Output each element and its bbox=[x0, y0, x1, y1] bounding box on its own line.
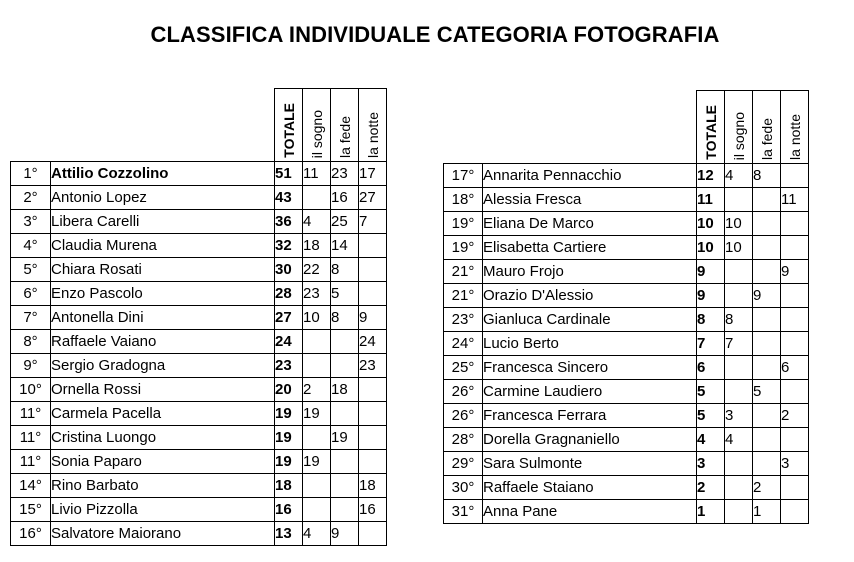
rank-cell: 11° bbox=[11, 402, 51, 426]
header-la-fede-label: la fede bbox=[336, 115, 353, 158]
table-row bbox=[11, 186, 387, 210]
header-la-fede-label: la fede bbox=[758, 117, 775, 160]
la-fede-cell bbox=[331, 354, 359, 378]
il-sogno-cell: 4 bbox=[303, 522, 331, 546]
name-cell: Cristina Luongo bbox=[51, 426, 275, 450]
header-totale bbox=[275, 89, 303, 162]
total-cell: 6 bbox=[697, 356, 725, 380]
name-cell: Raffaele Vaiano bbox=[51, 330, 275, 354]
table-row bbox=[11, 306, 387, 330]
la-fede-cell: 19 bbox=[331, 426, 359, 450]
il-sogno-cell: 3 bbox=[725, 404, 753, 428]
rank-cell: 11° bbox=[11, 426, 51, 450]
rank-cell: 3° bbox=[11, 210, 51, 234]
name-cell: Sonia Paparo bbox=[51, 450, 275, 474]
rank-cell: 21° bbox=[444, 284, 483, 308]
total-cell: 30 bbox=[275, 258, 303, 282]
la-notte-cell bbox=[359, 282, 387, 306]
rank-cell: 26° bbox=[444, 380, 483, 404]
il-sogno-cell bbox=[725, 452, 753, 476]
total-cell: 9 bbox=[697, 260, 725, 284]
header-spacer bbox=[444, 91, 697, 164]
rank-cell: 28° bbox=[444, 428, 483, 452]
la-fede-cell: 14 bbox=[331, 234, 359, 258]
name-cell: Carmine Laudiero bbox=[483, 380, 697, 404]
il-sogno-cell: 2 bbox=[303, 378, 331, 402]
total-cell: 10 bbox=[697, 236, 725, 260]
la-notte-cell bbox=[781, 284, 809, 308]
total-cell: 19 bbox=[275, 402, 303, 426]
la-notte-cell bbox=[781, 476, 809, 500]
la-notte-cell bbox=[359, 258, 387, 282]
name-cell: Salvatore Maiorano bbox=[51, 522, 275, 546]
name-cell: Attilio Cozzolino bbox=[51, 162, 275, 186]
left-table-body bbox=[11, 162, 387, 546]
il-sogno-cell: 10 bbox=[725, 236, 753, 260]
table-row bbox=[11, 378, 387, 402]
table-row bbox=[444, 308, 809, 332]
il-sogno-cell bbox=[303, 330, 331, 354]
header-il-sogno-label: il sogno bbox=[308, 109, 325, 158]
rank-cell: 23° bbox=[444, 308, 483, 332]
la-fede-cell bbox=[753, 236, 781, 260]
la-fede-cell bbox=[753, 260, 781, 284]
il-sogno-cell bbox=[303, 474, 331, 498]
table-row bbox=[444, 500, 809, 524]
la-fede-cell: 5 bbox=[331, 282, 359, 306]
name-cell: Lucio Berto bbox=[483, 332, 697, 356]
table-row bbox=[11, 498, 387, 522]
total-cell: 2 bbox=[697, 476, 725, 500]
name-cell: Claudia Murena bbox=[51, 234, 275, 258]
la-fede-cell bbox=[331, 450, 359, 474]
il-sogno-cell: 19 bbox=[303, 450, 331, 474]
il-sogno-cell bbox=[725, 188, 753, 212]
rank-cell: 26° bbox=[444, 404, 483, 428]
total-cell: 5 bbox=[697, 380, 725, 404]
table-row bbox=[444, 452, 809, 476]
name-cell: Raffaele Staiano bbox=[483, 476, 697, 500]
header-il-sogno bbox=[725, 91, 753, 164]
total-cell: 12 bbox=[697, 164, 725, 188]
la-notte-cell bbox=[781, 212, 809, 236]
la-fede-cell: 8 bbox=[331, 258, 359, 282]
il-sogno-cell: 19 bbox=[303, 402, 331, 426]
name-cell: Libera Carelli bbox=[51, 210, 275, 234]
name-cell: Dorella Gragnaniello bbox=[483, 428, 697, 452]
header-la-fede bbox=[753, 91, 781, 164]
la-notte-cell: 17 bbox=[359, 162, 387, 186]
total-cell: 32 bbox=[275, 234, 303, 258]
name-cell: Alessia Fresca bbox=[483, 188, 697, 212]
header-la-notte bbox=[359, 89, 387, 162]
la-fede-cell bbox=[753, 308, 781, 332]
table-row bbox=[444, 260, 809, 284]
rank-cell: 15° bbox=[11, 498, 51, 522]
total-cell: 23 bbox=[275, 354, 303, 378]
total-cell: 3 bbox=[697, 452, 725, 476]
rank-cell: 5° bbox=[11, 258, 51, 282]
name-cell: Antonio Lopez bbox=[51, 186, 275, 210]
name-cell: Ornella Rossi bbox=[51, 378, 275, 402]
table-row bbox=[444, 476, 809, 500]
il-sogno-cell bbox=[725, 356, 753, 380]
header-la-fede bbox=[331, 89, 359, 162]
name-cell: Eliana De Marco bbox=[483, 212, 697, 236]
total-cell: 20 bbox=[275, 378, 303, 402]
table-row bbox=[444, 284, 809, 308]
la-notte-cell: 16 bbox=[359, 498, 387, 522]
table-row bbox=[11, 210, 387, 234]
la-fede-cell: 5 bbox=[753, 380, 781, 404]
name-cell: Rino Barbato bbox=[51, 474, 275, 498]
name-cell: Orazio D'Alessio bbox=[483, 284, 697, 308]
header-totale-label: TOTALE bbox=[702, 105, 719, 160]
total-cell: 11 bbox=[697, 188, 725, 212]
table-row bbox=[444, 404, 809, 428]
la-notte-cell: 18 bbox=[359, 474, 387, 498]
total-cell: 4 bbox=[697, 428, 725, 452]
la-fede-cell: 8 bbox=[753, 164, 781, 188]
la-fede-cell: 25 bbox=[331, 210, 359, 234]
name-cell: Enzo Pascolo bbox=[51, 282, 275, 306]
la-fede-cell: 23 bbox=[331, 162, 359, 186]
la-fede-cell bbox=[753, 452, 781, 476]
header-il-sogno-label: il sogno bbox=[730, 111, 747, 160]
header-spacer bbox=[11, 89, 275, 162]
rank-cell: 29° bbox=[444, 452, 483, 476]
name-cell: Mauro Frojo bbox=[483, 260, 697, 284]
total-cell: 16 bbox=[275, 498, 303, 522]
total-cell: 8 bbox=[697, 308, 725, 332]
il-sogno-cell bbox=[303, 426, 331, 450]
la-fede-cell: 1 bbox=[753, 500, 781, 524]
la-notte-cell: 7 bbox=[359, 210, 387, 234]
il-sogno-cell: 4 bbox=[725, 164, 753, 188]
table-row bbox=[444, 164, 809, 188]
la-notte-cell bbox=[781, 308, 809, 332]
la-notte-cell bbox=[781, 164, 809, 188]
header-totale-label: TOTALE bbox=[280, 103, 297, 158]
table-row bbox=[11, 282, 387, 306]
header-la-notte-label: la notte bbox=[364, 112, 381, 158]
total-cell: 7 bbox=[697, 332, 725, 356]
la-fede-cell: 2 bbox=[753, 476, 781, 500]
la-notte-cell: 27 bbox=[359, 186, 387, 210]
header-totale bbox=[697, 91, 725, 164]
name-cell: Anna Pane bbox=[483, 500, 697, 524]
rank-cell: 10° bbox=[11, 378, 51, 402]
table-row bbox=[11, 234, 387, 258]
il-sogno-cell bbox=[725, 260, 753, 284]
rank-cell: 9° bbox=[11, 354, 51, 378]
la-fede-cell bbox=[753, 188, 781, 212]
rank-cell: 25° bbox=[444, 356, 483, 380]
la-notte-cell bbox=[359, 378, 387, 402]
la-notte-cell bbox=[359, 402, 387, 426]
la-notte-cell bbox=[781, 500, 809, 524]
rank-cell: 18° bbox=[444, 188, 483, 212]
total-cell: 43 bbox=[275, 186, 303, 210]
rank-cell: 7° bbox=[11, 306, 51, 330]
table-row bbox=[11, 450, 387, 474]
il-sogno-cell bbox=[725, 380, 753, 404]
total-cell: 19 bbox=[275, 426, 303, 450]
table-row bbox=[11, 522, 387, 546]
table-row bbox=[11, 258, 387, 282]
header-row bbox=[444, 91, 809, 164]
total-cell: 24 bbox=[275, 330, 303, 354]
rank-cell: 17° bbox=[444, 164, 483, 188]
il-sogno-cell bbox=[725, 476, 753, 500]
rank-cell: 8° bbox=[11, 330, 51, 354]
rank-cell: 1° bbox=[11, 162, 51, 186]
rank-cell: 31° bbox=[444, 500, 483, 524]
table-row bbox=[444, 212, 809, 236]
il-sogno-cell bbox=[303, 354, 331, 378]
table-row bbox=[444, 428, 809, 452]
la-notte-cell: 9 bbox=[781, 260, 809, 284]
header-row bbox=[11, 89, 387, 162]
la-fede-cell bbox=[753, 212, 781, 236]
page-title: CLASSIFICA INDIVIDUALE CATEGORIA FOTOGRAFIA bbox=[150, 22, 720, 47]
rank-cell: 16° bbox=[11, 522, 51, 546]
total-cell: 13 bbox=[275, 522, 303, 546]
il-sogno-cell: 4 bbox=[303, 210, 331, 234]
table-row bbox=[444, 236, 809, 260]
la-fede-cell: 16 bbox=[331, 186, 359, 210]
total-cell: 10 bbox=[697, 212, 725, 236]
la-notte-cell bbox=[359, 450, 387, 474]
il-sogno-cell: 22 bbox=[303, 258, 331, 282]
il-sogno-cell bbox=[303, 498, 331, 522]
la-notte-cell bbox=[781, 332, 809, 356]
il-sogno-cell: 10 bbox=[303, 306, 331, 330]
la-fede-cell: 8 bbox=[331, 306, 359, 330]
la-notte-cell: 3 bbox=[781, 452, 809, 476]
rank-cell: 24° bbox=[444, 332, 483, 356]
header-la-notte-label: la notte bbox=[786, 114, 803, 160]
table-row bbox=[11, 474, 387, 498]
right-table-body bbox=[444, 164, 809, 524]
name-cell: Francesca Ferrara bbox=[483, 404, 697, 428]
il-sogno-cell: 18 bbox=[303, 234, 331, 258]
name-cell: Elisabetta Cartiere bbox=[483, 236, 697, 260]
table-row bbox=[11, 354, 387, 378]
name-cell: Antonella Dini bbox=[51, 306, 275, 330]
rank-cell: 21° bbox=[444, 260, 483, 284]
rank-cell: 14° bbox=[11, 474, 51, 498]
rank-cell: 2° bbox=[11, 186, 51, 210]
table-row bbox=[444, 356, 809, 380]
name-cell: Annarita Pennacchio bbox=[483, 164, 697, 188]
table-row bbox=[444, 332, 809, 356]
name-cell: Chiara Rosati bbox=[51, 258, 275, 282]
total-cell: 5 bbox=[697, 404, 725, 428]
total-cell: 19 bbox=[275, 450, 303, 474]
name-cell: Sergio Gradogna bbox=[51, 354, 275, 378]
la-fede-cell bbox=[331, 402, 359, 426]
table-row bbox=[11, 426, 387, 450]
la-fede-cell: 18 bbox=[331, 378, 359, 402]
la-notte-cell bbox=[359, 522, 387, 546]
header-la-notte bbox=[781, 91, 809, 164]
rank-cell: 6° bbox=[11, 282, 51, 306]
table-row bbox=[444, 380, 809, 404]
total-cell: 1 bbox=[697, 500, 725, 524]
name-cell: Sara Sulmonte bbox=[483, 452, 697, 476]
table-row bbox=[11, 402, 387, 426]
total-cell: 28 bbox=[275, 282, 303, 306]
la-notte-cell: 24 bbox=[359, 330, 387, 354]
la-notte-cell: 23 bbox=[359, 354, 387, 378]
table-row bbox=[11, 162, 387, 186]
total-cell: 51 bbox=[275, 162, 303, 186]
total-cell: 9 bbox=[697, 284, 725, 308]
la-notte-cell bbox=[781, 236, 809, 260]
il-sogno-cell: 8 bbox=[725, 308, 753, 332]
la-fede-cell bbox=[331, 330, 359, 354]
table-row bbox=[11, 330, 387, 354]
rank-cell: 11° bbox=[11, 450, 51, 474]
name-cell: Carmela Pacella bbox=[51, 402, 275, 426]
ranking-table-right bbox=[443, 90, 809, 524]
la-notte-cell: 9 bbox=[359, 306, 387, 330]
il-sogno-cell: 11 bbox=[303, 162, 331, 186]
la-fede-cell: 9 bbox=[331, 522, 359, 546]
il-sogno-cell bbox=[725, 284, 753, 308]
ranking-table-left bbox=[10, 88, 387, 546]
table-row bbox=[444, 188, 809, 212]
header-il-sogno bbox=[303, 89, 331, 162]
la-notte-cell bbox=[781, 428, 809, 452]
name-cell: Livio Pizzolla bbox=[51, 498, 275, 522]
name-cell: Gianluca Cardinale bbox=[483, 308, 697, 332]
il-sogno-cell: 23 bbox=[303, 282, 331, 306]
total-cell: 27 bbox=[275, 306, 303, 330]
total-cell: 18 bbox=[275, 474, 303, 498]
rank-cell: 19° bbox=[444, 236, 483, 260]
la-fede-cell bbox=[753, 428, 781, 452]
la-fede-cell bbox=[331, 498, 359, 522]
il-sogno-cell bbox=[725, 500, 753, 524]
la-notte-cell bbox=[359, 426, 387, 450]
total-cell: 36 bbox=[275, 210, 303, 234]
la-fede-cell bbox=[753, 404, 781, 428]
rank-cell: 19° bbox=[444, 212, 483, 236]
rank-cell: 4° bbox=[11, 234, 51, 258]
name-cell: Francesca Sincero bbox=[483, 356, 697, 380]
la-notte-cell: 6 bbox=[781, 356, 809, 380]
la-notte-cell bbox=[781, 380, 809, 404]
il-sogno-cell bbox=[303, 186, 331, 210]
il-sogno-cell: 10 bbox=[725, 212, 753, 236]
la-notte-cell: 11 bbox=[781, 188, 809, 212]
la-fede-cell bbox=[331, 474, 359, 498]
la-fede-cell bbox=[753, 356, 781, 380]
la-notte-cell bbox=[359, 234, 387, 258]
il-sogno-cell: 7 bbox=[725, 332, 753, 356]
rank-cell: 30° bbox=[444, 476, 483, 500]
la-fede-cell bbox=[753, 332, 781, 356]
la-notte-cell: 2 bbox=[781, 404, 809, 428]
la-fede-cell: 9 bbox=[753, 284, 781, 308]
il-sogno-cell: 4 bbox=[725, 428, 753, 452]
